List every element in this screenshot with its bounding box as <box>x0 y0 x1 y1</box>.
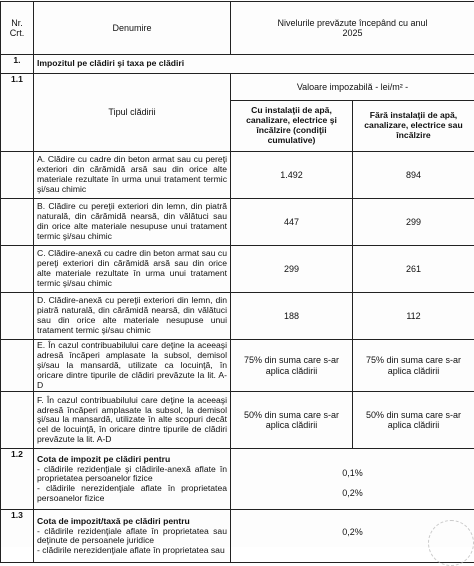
value-fara-instalatii: 261 <box>353 246 474 293</box>
section-1-nr: 1. <box>1 55 34 74</box>
value-fara-instalatii: 75% din suma care s-ar aplica clădirii <box>353 340 474 392</box>
building-type: D. Clădire-anexă cu pereţii exteriori din lemn, din piatră naturală, din cărămidă nearsă, din vălătuci sau din orice alte materiale nesupuse unui tratament termic şi/sau chimic <box>34 293 231 340</box>
tax-table <box>0 1 474 563</box>
building-type: F. În cazul contribuabilului care deţine la aceeaşi adresă încăperi amplasate la subsol, la demisol şi/sau la mansardă, utilizate în alte scopuri decât cel de locuinţă, în oricare dintre tipurile de clădiri prevăzute la lit. A-D <box>34 392 231 449</box>
row-1-3-item-2: - clădirile nerezidenţiale aflate în proprietatea sau <box>37 546 227 556</box>
section-1-row <box>1 55 474 74</box>
table-header-row <box>1 2 474 55</box>
value-cu-instalatii: 1.492 <box>231 152 353 199</box>
row-1-2-values <box>231 449 474 510</box>
nr-crt-header: Nr. Crt. <box>1 2 34 55</box>
row-1-3-nr: 1.3 <box>1 510 34 563</box>
row-1-1-header-a <box>1 74 474 101</box>
row-1-3-value-1: 0,2% <box>234 527 471 537</box>
value-cu-instalatii: 75% din suma care s-ar aplica clădirii <box>231 340 353 392</box>
row-1-2-title: Cota de impozit pe clădiri pentru <box>37 455 227 465</box>
row-1-2-items <box>34 449 231 510</box>
row-1-1-nr: 1.1 <box>1 74 34 152</box>
row-1-2-nr: 1.2 <box>1 449 34 510</box>
value-fara-instalatii: 50% din suma care s-ar aplica clădirii <box>353 392 474 449</box>
row-1-2-item-2: - clădirile nerezidenţiale aflate în proprietatea persoanelor fizice <box>37 484 227 504</box>
building-row <box>1 152 474 199</box>
building-type: C. Clădire-anexă cu cadre din beton armat sau cu pereţi exteriori din cărămidă arsă sau din orice alte materiale rezultate în urma unui tratament termic şi/sau chimic <box>34 246 231 293</box>
value-cu-instalatii: 447 <box>231 199 353 246</box>
value-fara-instalatii: 299 <box>353 199 474 246</box>
row-1-3 <box>1 510 474 563</box>
section-1-title: Impozitul pe clădiri şi taxa pe clădiri <box>34 55 474 74</box>
row-1-3-item-1: - clădirile rezidenţiale aflate în proprietatea sau deţinute de persoanele juridice <box>37 527 227 547</box>
building-row <box>1 392 474 449</box>
value-cu-instalatii: 188 <box>231 293 353 340</box>
value-cu-instalatii: 299 <box>231 246 353 293</box>
building-type: E. În cazul contribuabilului care deţine la aceeaşi adresă încăperi amplasate la subsol, demisol şi/sau la mansardă, utilizate ca locuinţă, în oricare dintre tipurile de clădiri prevăzute la lit. A-D <box>34 340 231 392</box>
col-fara-instalatii: Fără instalaţii de apă, canalizare, electrice sau încălzire <box>353 101 474 152</box>
row-1-3-items <box>34 510 231 563</box>
building-type: A. Clădire cu cadre din beton armat sau cu pereţi exteriori din cărămidă arsă sau din orice alte materiale rezultate în urma unui tratament termic şi/sau chimic <box>34 152 231 199</box>
value-cu-instalatii: 50% din suma care s-ar aplica clădirii <box>231 392 353 449</box>
tipul-cladirii-label: Tipul clădirii <box>34 74 231 152</box>
row-1-2-item-1: - clădirile rezidenţiale şi clădirile-anexă aflate în proprietatea persoanelor fizice <box>37 465 227 485</box>
col-cu-instalatii: Cu instalaţii de apă, canalizare, electrice şi încălzire (condiţii cumulative) <box>231 101 353 152</box>
building-row <box>1 246 474 293</box>
row-1-2-value-1: 0,1% <box>234 468 471 478</box>
stamp-seal <box>428 520 474 566</box>
row-1-2 <box>1 449 474 510</box>
niveluri-header: Nivelurile prevăzute începând cu anul 2025 <box>231 2 474 55</box>
row-1-3-title: Cota de impozit/taxă pe clădiri pentru <box>37 517 227 527</box>
building-row <box>1 340 474 392</box>
building-type: B. Clădire cu pereţii exteriori din lemn, din piatră naturală, din cărămidă nearsă, din vălătuci sau din orice alte materiale nesupuse unui tratament termic şi/sau chimic <box>34 199 231 246</box>
denumire-header: Denumire <box>34 2 231 55</box>
value-fara-instalatii: 894 <box>353 152 474 199</box>
row-1-2-value-2: 0,2% <box>234 488 471 498</box>
building-row <box>1 199 474 246</box>
building-row <box>1 293 474 340</box>
value-fara-instalatii: 112 <box>353 293 474 340</box>
valoare-impozabila-title: Valoare impozabilă - lei/m² - <box>231 74 474 101</box>
